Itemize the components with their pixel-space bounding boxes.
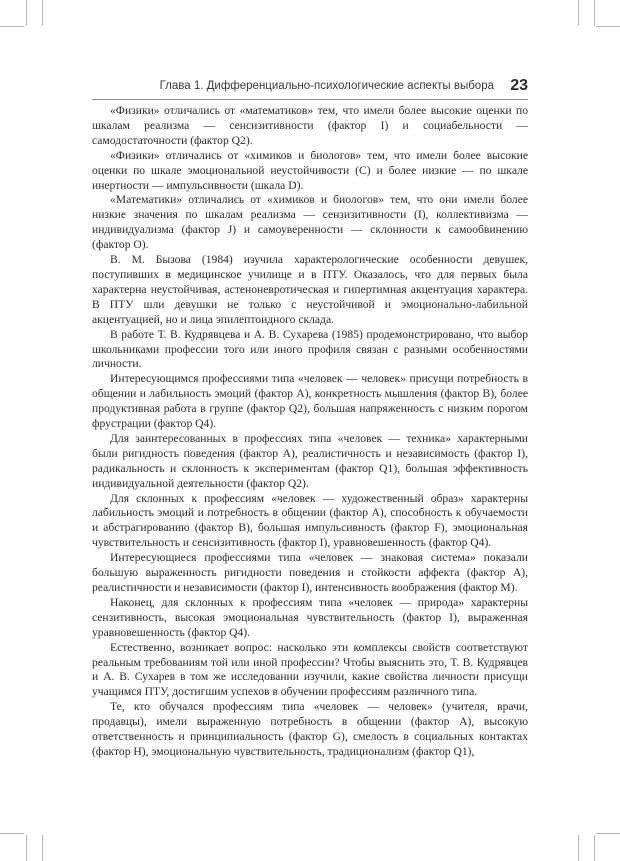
body-text [92,104,528,760]
paragraph: Для заинтересованных в профессиях типа «человек — техника» характерными были ригидность поведения (фактор A), реалистичность и независимость (фактор I), радикальность и склонность к экспериментам (фактор Q1), большая эффективность индивидуальной деятельности (фактор Q2). [92,431,528,490]
crop-mark [578,835,579,861]
chapter-title: Глава 1. Дифференциально-психологические аспекты выбора [159,80,494,92]
paragraph: «Математики» отличались от «химиков и биологов» тем, что они имели более низкие значения по шкалам реализма — сензизитивности (I), коллективизма — индивидуализма (фактор J) и самоуверенности — склонности к самообвинению (фактор O). [92,193,528,252]
paragraph: Естественно, возникает вопрос: насколько эти комплексы свойств соответствуют реальным требованиям той или иной профессии? Чтобы выяснить это, Т. В. Кудрявцев и А. В. Сухарев в том же исследовании изучили, какие свойства личности присущи учащимся ПТУ, достигшим успехов в обучении профессиям различного типа. [92,640,528,699]
crop-mark [594,835,595,861]
paragraph: В работе Т. В. Кудрявцева и А. В. Сухарева (1985) продемонстрировано, что выбор школьниками профессии того или иного профиля связан с разными особенностями личности. [92,327,528,371]
crop-mark [0,833,24,834]
crop-mark [26,835,27,861]
running-header [92,77,528,100]
crop-mark [594,0,595,26]
page-number: 23 [510,77,528,94]
crop-mark [26,0,27,26]
paragraph: «Физики» отличались от «химиков и биологов» тем, что имели более высокие оценки по шкале эмоциональной неустойчивости (C) и более низкие — по шкале инертности — импульсивности (шкала D). [92,148,528,192]
crop-mark [578,0,579,26]
crop-mark [596,833,620,834]
paragraph: В. М. Бызова (1984) изучила характерологические особенности девушек, поступивших в медицинское училище и в ПТУ. Оказалось, что для первых была характерна неустойчивая, астеноневротическая и гипертимная акцентуация характера. В ПТУ шли девушки не только с неустойчивой и эмоционально-лабильной акцентуацией, но и лица эпилептоидного склада. [92,253,528,326]
paragraph: Интересующимся профессиями типа «человек — человек» присущи потребность в общении и лабильность эмоций (фактор A), конкретность мышления (фактор B), более продуктивная работа в группе (фактор Q2), большая напряженность с низким порогом фрустрации (фактор Q4). [92,372,528,431]
paragraph: «Физики» отличались от «математиков» тем, что имели более высокие оценки по шкалам реализма — сенсизитивности (фактор I) и социабельности — самодостаточности (фактор Q2). [92,104,528,147]
crop-mark [42,0,43,26]
paragraph: Наконец, для склонных к профессиям типа «человек — природа» характерны сензитивность, высокая эмоциональная чувствительность (фактор I), выраженная уравновешенность (фактор Q4). [92,595,528,639]
paragraph: Для склонных к профессиям «человек — художественный образ» характерны лабильность эмоций и потребность в общении (фактор A), способность к обучаемости и абстрагированию (фактор B), большая импульсивность (фактор F), эмоциональная чувствительность и сенсизитивность (фактор I), уравновешенность (фактор Q4). [92,491,528,550]
crop-mark [0,26,24,27]
crop-mark [596,26,620,27]
paragraph: Интересующиеся профессиями типа «человек — знаковая система» показали большую выраженность ригидности поведения и стойкости аффекта (фактор A), реалистичности и независимости (фактор I), интенсивность воображения (фактор M). [92,551,528,594]
crop-mark [42,835,43,861]
paragraph: Те, кто обучался профессиям типа «человек — человек» (учителя, врачи, продавцы), имели выраженную потребность в общении (фактор A), высокую ответственность и принципиальность (фактор G), смелость в социальных контактах (фактор H), эмоциональную чувствительность, традиционализм (фактор Q1), [92,700,528,758]
